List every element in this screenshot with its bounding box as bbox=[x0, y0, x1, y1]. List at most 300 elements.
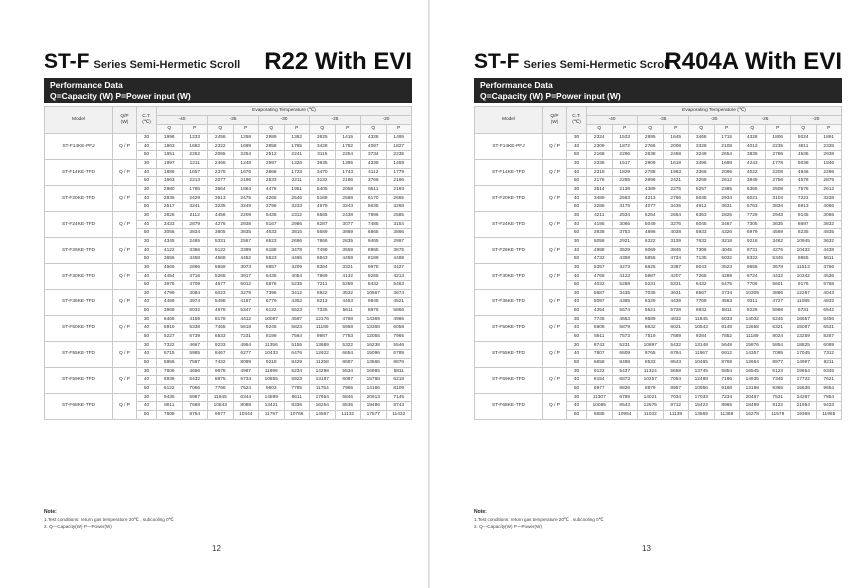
value-cell: 3328 bbox=[689, 142, 715, 151]
model-name: ST-F26KE-TFD bbox=[475, 237, 543, 263]
value-cell: 2512 bbox=[259, 151, 285, 160]
condensing-temp-cell: 40 bbox=[567, 376, 587, 385]
value-cell: 2665 bbox=[386, 194, 412, 203]
value-cell: 1533 bbox=[612, 134, 638, 143]
value-cell: 8533 bbox=[638, 359, 664, 368]
condensing-temp-cell: 40 bbox=[137, 324, 157, 333]
value-cell: 9245 bbox=[259, 324, 285, 333]
value-cell: 10309 bbox=[740, 289, 766, 298]
value-cell: 19369 bbox=[791, 411, 817, 420]
value-cell: 4832 bbox=[663, 315, 689, 324]
condensing-temp-cell: 30 bbox=[567, 211, 587, 220]
value-cell: 4195 bbox=[587, 220, 613, 229]
value-cell: 6843 bbox=[310, 255, 336, 264]
value-cell: 3399 bbox=[233, 246, 259, 255]
condensing-temp-cell: 40 bbox=[137, 298, 157, 307]
value-cell: 2008 bbox=[663, 142, 689, 151]
value-cell: 5345 bbox=[765, 255, 791, 264]
value-cell: 2909 bbox=[638, 159, 664, 168]
condensing-temp-cell: 50 bbox=[567, 229, 587, 238]
value-cell: 3428 bbox=[310, 142, 336, 151]
qp-unit: (W) bbox=[550, 120, 559, 125]
value-cell: 5674 bbox=[612, 307, 638, 316]
value-cell: 5338 bbox=[182, 324, 208, 333]
value-cell: 2786 bbox=[765, 151, 791, 160]
condensing-temp-cell: 50 bbox=[137, 177, 157, 186]
model-name: ST-F14KE-PFJ bbox=[45, 134, 113, 160]
value-cell: 12176 bbox=[310, 315, 336, 324]
value-cell: 2196 bbox=[233, 177, 259, 186]
condensing-temp-cell: 40 bbox=[137, 194, 157, 203]
value-cell: 1872 bbox=[612, 142, 638, 151]
value-cell: 4489 bbox=[386, 255, 412, 264]
value-cell: 5432 bbox=[182, 376, 208, 385]
band-title: Performance Data bbox=[480, 80, 553, 90]
value-cell: 6087 bbox=[335, 376, 361, 385]
value-cell: 6845 bbox=[335, 393, 361, 402]
page-number: 12 bbox=[212, 544, 221, 553]
value-cell: 5265 bbox=[208, 272, 234, 281]
value-cell: 15876 bbox=[740, 341, 766, 350]
qp-cell: Q / P bbox=[113, 315, 137, 341]
value-cell: 4656 bbox=[182, 367, 208, 376]
value-cell: 4677 bbox=[208, 281, 234, 290]
value-cell: 5855 bbox=[638, 255, 664, 264]
condensing-temp-cell: 50 bbox=[137, 255, 157, 264]
value-cell: 4709 bbox=[182, 281, 208, 290]
value-cell: 8712 bbox=[663, 402, 689, 411]
value-cell: 6523 bbox=[259, 237, 285, 246]
value-cell: 5523 bbox=[259, 255, 285, 264]
value-cell: 4213 bbox=[386, 272, 412, 281]
condensing-temp-cell: 40 bbox=[137, 246, 157, 255]
value-cell: 5648 bbox=[714, 341, 740, 350]
value-cell: 6715 bbox=[157, 350, 183, 359]
refrigerant-title: R22 With EVI bbox=[264, 48, 412, 75]
q-header: Q bbox=[208, 125, 234, 134]
note-line: 2. Q—Capacity(W) P—Power(W) bbox=[44, 524, 112, 529]
value-cell: 4478 bbox=[259, 185, 285, 194]
value-cell: 3805 bbox=[208, 229, 234, 238]
value-cell: 7852 bbox=[714, 333, 740, 342]
value-cell: 5437 bbox=[612, 367, 638, 376]
value-cell: 3433 bbox=[157, 220, 183, 229]
value-cell: 1743 bbox=[335, 168, 361, 177]
value-cell: 10954 bbox=[612, 411, 638, 420]
condensing-temp-cell: 30 bbox=[567, 315, 587, 324]
value-cell: 1891 bbox=[816, 134, 842, 143]
table-row bbox=[45, 185, 412, 194]
value-cell: 3467 bbox=[714, 220, 740, 229]
series-title: ST-F Series Semi-Hermetic Scroll bbox=[44, 50, 241, 73]
value-cell: 6511 bbox=[361, 185, 387, 194]
value-cell: 4811 bbox=[791, 142, 817, 151]
value-cell: 7306 bbox=[689, 246, 715, 255]
condensing-temp-cell: 50 bbox=[137, 229, 157, 238]
value-cell: 2533 bbox=[259, 177, 285, 186]
qp-cell: Q / P bbox=[543, 341, 567, 367]
note-line: 1.Test conditions: return gas temperature 20℃ , subcooling 0℃ bbox=[474, 517, 604, 522]
value-cell: 9845 bbox=[361, 298, 387, 307]
value-cell: 5257 bbox=[689, 185, 715, 194]
value-cell: 2318 bbox=[587, 168, 613, 177]
value-cell: 2696 bbox=[638, 177, 664, 186]
value-cell: 1233 bbox=[182, 134, 208, 143]
value-cell: 2312 bbox=[284, 211, 310, 220]
value-cell: 8429 bbox=[284, 359, 310, 368]
value-cell: 6188 bbox=[259, 246, 285, 255]
value-cell: 7231 bbox=[233, 333, 259, 342]
value-cell: 10766 bbox=[284, 411, 310, 420]
value-cell: 12675 bbox=[638, 402, 664, 411]
value-cell: 5235 bbox=[284, 281, 310, 290]
value-cell: 4339 bbox=[361, 159, 387, 168]
value-cell: 6435 bbox=[259, 272, 285, 281]
value-cell: 5288 bbox=[612, 281, 638, 290]
model-name: ST-F68KE-TFD bbox=[475, 393, 543, 419]
value-cell: 18489 bbox=[740, 402, 766, 411]
condensing-temp-cell: 50 bbox=[567, 255, 587, 264]
value-cell: 6123 bbox=[765, 367, 791, 376]
value-cell: 3478 bbox=[284, 246, 310, 255]
value-cell: 3233 bbox=[284, 203, 310, 212]
value-cell: 2517 bbox=[157, 203, 183, 212]
value-cell: 9435 bbox=[157, 393, 183, 402]
value-cell: 5432 bbox=[663, 341, 689, 350]
value-cell: 8957 bbox=[663, 385, 689, 394]
value-cell: 2324 bbox=[587, 134, 613, 143]
value-cell: 3470 bbox=[310, 168, 336, 177]
value-cell: 9365 bbox=[765, 385, 791, 394]
value-cell: 8226 bbox=[740, 307, 766, 316]
value-cell: 8965 bbox=[714, 402, 740, 411]
value-cell: 5049 bbox=[638, 220, 664, 229]
value-cell: 5032 bbox=[714, 255, 740, 264]
value-cell: 3412 bbox=[284, 289, 310, 298]
p-header: P bbox=[816, 125, 842, 134]
condensing-temp-cell: 30 bbox=[137, 159, 157, 168]
value-cell: 3656 bbox=[157, 255, 183, 264]
value-cell: 2095 bbox=[714, 168, 740, 177]
value-cell: 16657 bbox=[791, 315, 817, 324]
value-cell: 2835 bbox=[335, 237, 361, 246]
value-cell: 2654 bbox=[663, 211, 689, 220]
value-cell: 3387 bbox=[663, 263, 689, 272]
value-cell: 3866 bbox=[765, 289, 791, 298]
value-cell: 1682 bbox=[182, 142, 208, 151]
p-header: P bbox=[335, 125, 361, 134]
value-cell: 2065 bbox=[208, 151, 234, 160]
value-cell: 9145 bbox=[791, 211, 817, 220]
header-row bbox=[475, 107, 842, 116]
value-cell: 3635 bbox=[765, 220, 791, 229]
qp-cell: Q / P bbox=[113, 341, 137, 367]
qp-cell: Q / P bbox=[543, 289, 567, 315]
value-cell: 11307 bbox=[587, 393, 613, 402]
qp-cell: Q / P bbox=[113, 289, 137, 315]
temp-header: -20 bbox=[361, 116, 412, 125]
page-number: 13 bbox=[642, 544, 651, 553]
qp-cell: Q / P bbox=[543, 134, 567, 160]
value-cell: 5728 bbox=[663, 307, 689, 316]
value-cell: 8687 bbox=[335, 359, 361, 368]
value-cell: 13259 bbox=[791, 333, 817, 342]
value-cell: 3241 bbox=[182, 203, 208, 212]
value-cell: 4359 bbox=[612, 255, 638, 264]
value-cell: 4846 bbox=[791, 168, 817, 177]
value-cell: 6625 bbox=[638, 263, 664, 272]
value-cell: 4563 bbox=[714, 298, 740, 307]
value-cell: 4328 bbox=[740, 134, 766, 143]
value-cell: 3209 bbox=[284, 263, 310, 272]
value-cell: 5038 bbox=[791, 159, 817, 168]
value-cell: 2296 bbox=[612, 151, 638, 160]
value-cell: 10342 bbox=[791, 272, 817, 281]
value-cell: 3218 bbox=[714, 237, 740, 246]
condensing-temp-cell: 30 bbox=[567, 185, 587, 194]
value-cell: 4159 bbox=[182, 315, 208, 324]
value-cell: 1517 bbox=[612, 159, 638, 168]
value-cell: 3753 bbox=[612, 229, 638, 238]
value-cell: 5405 bbox=[310, 185, 336, 194]
value-cell: 6122 bbox=[259, 307, 285, 316]
notes bbox=[474, 508, 604, 530]
value-cell: 3235 bbox=[208, 203, 234, 212]
value-cell: 2546 bbox=[284, 194, 310, 203]
value-cell: 4265 bbox=[259, 194, 285, 203]
value-cell: 4458 bbox=[182, 255, 208, 264]
value-cell: 1415 bbox=[335, 134, 361, 143]
condensing-temp-cell: 40 bbox=[137, 220, 157, 229]
value-cell: 4207 bbox=[663, 272, 689, 281]
value-cell: 3103 bbox=[765, 194, 791, 203]
condensing-temp-cell: 50 bbox=[567, 203, 587, 212]
value-cell: 16238 bbox=[361, 341, 387, 350]
condensing-temp-cell: 30 bbox=[567, 367, 587, 376]
condensing-temp-cell: 30 bbox=[567, 289, 587, 298]
value-cell: 8199 bbox=[259, 333, 285, 342]
value-cell: 3514 bbox=[587, 185, 613, 194]
value-cell: 5523 bbox=[284, 307, 310, 316]
value-cell: 4432 bbox=[765, 272, 791, 281]
value-cell: 2254 bbox=[233, 151, 259, 160]
value-cell: 5611 bbox=[335, 307, 361, 316]
condensing-temp-cell: 40 bbox=[137, 168, 157, 177]
value-cell: 5056 bbox=[587, 237, 613, 246]
value-cell: 4213 bbox=[638, 194, 664, 203]
value-cell: 4328 bbox=[361, 134, 387, 143]
condensing-temp-cell: 40 bbox=[567, 168, 587, 177]
value-cell: 2241 bbox=[284, 151, 310, 160]
value-cell: 17577 bbox=[361, 411, 387, 420]
value-cell: 24287 bbox=[791, 393, 817, 402]
condensing-temp-cell: 40 bbox=[567, 272, 587, 281]
value-cell: 5968 bbox=[765, 307, 791, 316]
model-header: Model bbox=[45, 107, 113, 134]
table-row bbox=[475, 211, 842, 220]
value-cell: 5768 bbox=[816, 281, 842, 290]
temp-header: -30 bbox=[259, 116, 310, 125]
value-cell: 7499 bbox=[310, 246, 336, 255]
value-cell: 8543 bbox=[612, 402, 638, 411]
value-cell: 1829 bbox=[612, 168, 638, 177]
value-cell: 2879 bbox=[182, 220, 208, 229]
section-band bbox=[44, 78, 412, 103]
condensing-temp-cell: 30 bbox=[137, 367, 157, 376]
value-cell: 2938 bbox=[233, 220, 259, 229]
value-cell: 13689 bbox=[310, 341, 336, 350]
value-cell: 3356 bbox=[182, 246, 208, 255]
value-cell: 7325 bbox=[310, 307, 336, 316]
condensing-temp-cell: 30 bbox=[567, 393, 587, 402]
value-cell: 3734 bbox=[361, 151, 387, 160]
value-cell: 6979 bbox=[740, 229, 766, 238]
value-cell: 2468 bbox=[663, 151, 689, 160]
value-cell: 5933 bbox=[689, 229, 715, 238]
value-cell: 6045 bbox=[689, 220, 715, 229]
value-cell: 3835 bbox=[233, 229, 259, 238]
value-cell: 14567 bbox=[310, 411, 336, 420]
value-cell: 8088 bbox=[233, 402, 259, 411]
value-cell: 6658 bbox=[587, 359, 613, 368]
value-cell: 4276 bbox=[765, 246, 791, 255]
value-cell: 5911 bbox=[587, 333, 613, 342]
value-cell: 3631 bbox=[663, 289, 689, 298]
value-cell: 3084 bbox=[182, 289, 208, 298]
value-cell: 11797 bbox=[259, 411, 285, 420]
value-cell: 11189 bbox=[740, 333, 766, 342]
value-cell: 15087 bbox=[791, 324, 817, 333]
value-cell: 7689 bbox=[663, 333, 689, 342]
value-cell: 2378 bbox=[208, 168, 234, 177]
value-cell: 4896 bbox=[638, 229, 664, 238]
series-title: ST-F Series Semi-Hermetic Scroll bbox=[474, 50, 671, 73]
value-cell: 5097 bbox=[587, 298, 613, 307]
value-cell: 5958 bbox=[335, 324, 361, 333]
value-cell: 7234 bbox=[714, 393, 740, 402]
value-cell: 17732 bbox=[791, 376, 817, 385]
value-cell: 8724 bbox=[740, 272, 766, 281]
table-row bbox=[475, 315, 842, 324]
value-cell: 4536 bbox=[791, 151, 817, 160]
condensing-temp-cell: 50 bbox=[567, 281, 587, 290]
value-cell: 5155 bbox=[284, 341, 310, 350]
value-cell: 1618 bbox=[663, 159, 689, 168]
value-cell: 2989 bbox=[259, 134, 285, 143]
value-cell: 4453 bbox=[335, 298, 361, 307]
value-cell: 2309 bbox=[587, 142, 613, 151]
value-cell: 1827 bbox=[386, 142, 412, 151]
value-cell: 3249 bbox=[233, 203, 259, 212]
value-cell: 3249 bbox=[689, 151, 715, 160]
evap-temp-header: Evaporating Temperature (℃) bbox=[587, 107, 842, 116]
value-cell: 8731 bbox=[740, 246, 766, 255]
condensing-temp-cell: 40 bbox=[567, 142, 587, 151]
value-cell: 2583 bbox=[612, 194, 638, 203]
p-header: P bbox=[612, 125, 638, 134]
value-cell: 11356 bbox=[259, 341, 285, 350]
value-cell: 9218 bbox=[259, 359, 285, 368]
model-name: ST-F68KE-TFD bbox=[45, 393, 113, 419]
value-cell: 8965 bbox=[361, 246, 387, 255]
value-cell: 11896 bbox=[259, 367, 285, 376]
value-cell: 19486 bbox=[361, 402, 387, 411]
value-cell: 10567 bbox=[361, 289, 387, 298]
value-cell: 6329 bbox=[638, 298, 664, 307]
value-cell: 10956 bbox=[689, 385, 715, 394]
value-cell: 7965 bbox=[386, 333, 412, 342]
value-cell: 7573 bbox=[612, 333, 638, 342]
value-cell: 8922 bbox=[310, 289, 336, 298]
value-cell: 3175 bbox=[612, 203, 638, 212]
value-cell: 5689 bbox=[310, 229, 336, 238]
value-cell: 5357 bbox=[587, 263, 613, 272]
value-cell: 7432 bbox=[208, 359, 234, 368]
value-cell: 4345 bbox=[157, 237, 183, 246]
value-cell: 2196 bbox=[386, 177, 412, 186]
value-cell: 3077 bbox=[335, 220, 361, 229]
value-cell: 5618 bbox=[233, 324, 259, 333]
value-cell: 11967 bbox=[689, 350, 715, 359]
value-cell: 5854 bbox=[765, 341, 791, 350]
value-cell: 7854 bbox=[816, 393, 842, 402]
value-cell: 6908 bbox=[587, 324, 613, 333]
condensing-temp-cell: 30 bbox=[567, 237, 587, 246]
value-cell: 2879 bbox=[816, 177, 842, 186]
value-cell: 14935 bbox=[740, 376, 766, 385]
value-cell: 17045 bbox=[791, 350, 817, 359]
p-header: P bbox=[386, 125, 412, 134]
value-cell: 8743 bbox=[386, 402, 412, 411]
value-cell: 9978 bbox=[361, 263, 387, 272]
value-cell: 5475 bbox=[714, 281, 740, 290]
table-row bbox=[45, 315, 412, 324]
value-cell: 4132 bbox=[335, 272, 361, 281]
value-cell: 6609 bbox=[612, 350, 638, 359]
value-cell: 2788 bbox=[638, 168, 664, 177]
qp-cell: Q / P bbox=[543, 263, 567, 289]
value-cell: 6739 bbox=[182, 333, 208, 342]
band-subtitle: Q=Capacity (W) P=Power input (W) bbox=[480, 91, 621, 101]
value-cell: 1362 bbox=[284, 134, 310, 143]
value-cell: 4835 bbox=[816, 229, 842, 238]
value-cell: 7606 bbox=[157, 367, 183, 376]
value-cell: 6533 bbox=[208, 333, 234, 342]
page-header bbox=[474, 50, 842, 76]
value-cell: 3356 bbox=[689, 168, 715, 177]
value-cell: 14032 bbox=[740, 315, 766, 324]
value-cell: 5521 bbox=[638, 307, 664, 316]
value-cell: 4054 bbox=[284, 272, 310, 281]
value-cell: 12055 bbox=[361, 333, 387, 342]
value-cell: 8257 bbox=[816, 333, 842, 342]
value-cell: 3073 bbox=[233, 263, 259, 272]
condensing-temp-cell: 50 bbox=[567, 151, 587, 160]
value-cell: 10843 bbox=[208, 402, 234, 411]
condensing-temp-cell: 50 bbox=[137, 333, 157, 342]
value-cell: 1886 bbox=[157, 168, 183, 177]
note-line: 2. Q—Capacity(W) P—Power(W) bbox=[474, 524, 542, 529]
value-cell: 2934 bbox=[714, 194, 740, 203]
value-cell: 2077 bbox=[208, 177, 234, 186]
value-cell: 2868 bbox=[259, 168, 285, 177]
value-cell: 3734 bbox=[714, 289, 740, 298]
value-cell: 13421 bbox=[259, 402, 285, 411]
value-cell: 10945 bbox=[791, 237, 817, 246]
value-cell: 14166 bbox=[361, 385, 387, 394]
value-cell: 12658 bbox=[740, 324, 766, 333]
value-cell: 11579 bbox=[765, 411, 791, 420]
